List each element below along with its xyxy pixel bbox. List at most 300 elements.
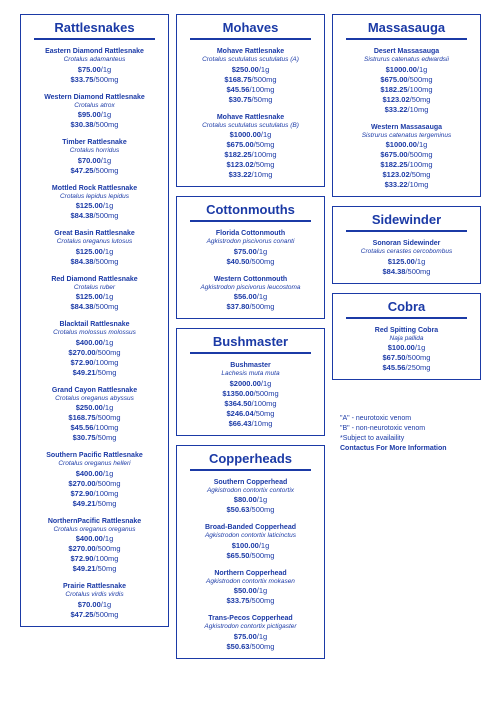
price-amount: $400.00 <box>75 534 103 543</box>
price-line <box>338 170 475 180</box>
price-line <box>338 65 475 75</box>
scientific-name: Agkistrodon piscivorus leucostoma <box>200 283 301 291</box>
price-amount: $125.00 <box>75 246 103 256</box>
species-name: Southern Pacific Rattlesnake <box>46 452 143 459</box>
title-divider <box>190 469 311 471</box>
venom-item <box>338 326 475 374</box>
scientific-name: Naja pallida <box>389 334 424 342</box>
price-unit: /500mg <box>93 609 119 619</box>
species-name: Prairie Rattlesnake <box>62 583 127 590</box>
title-divider <box>34 38 155 40</box>
species-name: Grand Cayon Rattlesnake <box>51 386 138 394</box>
price-line <box>182 389 319 399</box>
price-line <box>338 85 475 95</box>
scientific-name: Sistrurus catenatus edwardsii <box>364 56 449 63</box>
price-unit: /10mg <box>407 104 429 114</box>
price-line <box>182 247 319 257</box>
venom-item <box>182 113 319 181</box>
price-line <box>26 201 163 211</box>
price-amount: $67.50 <box>382 353 406 362</box>
scientific-name: Crotalus ruber <box>73 283 116 291</box>
venom-item <box>338 123 475 191</box>
price-unit: /1g <box>100 64 112 74</box>
price-unit: /500mg <box>249 302 275 311</box>
price-unit: /1g <box>100 110 112 119</box>
price-amount: $45.56 <box>70 423 94 432</box>
price-line <box>26 338 163 348</box>
venom-item <box>338 239 475 277</box>
scientific-name: Agkistrodon contortix mokasen <box>206 577 295 585</box>
price-line <box>182 541 319 551</box>
price-line <box>26 469 163 479</box>
note-contact: Contactus For More Information <box>340 445 447 452</box>
venom-item <box>26 93 163 131</box>
price-amount: $1000.00 <box>385 64 417 74</box>
price-amount: $72.90 <box>70 554 94 563</box>
price-line <box>26 479 163 489</box>
price-amount: $49.21 <box>72 564 96 573</box>
price-line <box>182 65 319 75</box>
price-line <box>26 110 163 120</box>
price-line <box>182 551 319 561</box>
price-amount: $84.38 <box>70 256 94 266</box>
price-amount: $80.00 <box>233 495 257 504</box>
price-amount: $33.75 <box>226 596 250 605</box>
price-unit: /1g <box>102 403 114 412</box>
price-line <box>26 247 163 257</box>
price-line <box>26 292 163 302</box>
price-unit: /500mg <box>405 353 431 362</box>
price-line <box>182 292 319 302</box>
price-line <box>182 150 319 160</box>
price-unit: /1g <box>102 337 114 347</box>
price-line <box>182 257 319 267</box>
price-amount: $250.00 <box>231 64 259 74</box>
venom-item <box>182 229 319 267</box>
price-line <box>338 75 475 85</box>
price-amount: $33.75 <box>70 74 94 84</box>
price-amount: $30.75 <box>228 94 252 104</box>
venom-item <box>182 361 319 429</box>
species-name: Blacktail Rattlesnake <box>59 321 130 328</box>
price-line <box>182 586 319 596</box>
section-sidewinder <box>332 206 481 284</box>
price-amount: $33.22 <box>384 180 408 189</box>
price-unit: /1g <box>102 201 114 210</box>
price-unit: /1g <box>102 292 114 301</box>
price-amount: $675.00 <box>226 140 254 149</box>
price-unit: /1g <box>260 130 272 139</box>
title-divider <box>346 317 467 319</box>
price-line <box>26 554 163 564</box>
price-line <box>338 140 475 150</box>
price-unit: /500mg <box>95 478 121 488</box>
price-unit: /100mg <box>251 150 277 159</box>
price-amount: $123.02 <box>382 170 410 179</box>
note-availability: *Subject to availaility <box>340 435 405 442</box>
price-unit: /50mg <box>409 94 431 104</box>
price-line <box>26 120 163 130</box>
price-amount: $270.00 <box>68 544 96 553</box>
species-name: Bushmaster <box>230 362 271 369</box>
venom-item <box>182 478 319 516</box>
section-bushmaster <box>176 328 325 436</box>
price-line <box>338 363 475 373</box>
price-amount: $72.90 <box>70 357 94 367</box>
price-amount: $125.00 <box>387 256 415 266</box>
price-line <box>338 267 475 277</box>
price-unit: /500mg <box>95 413 121 422</box>
scientific-name: Crotalus lepidus lepidus <box>59 192 129 200</box>
section-title: Mohaves <box>222 20 279 35</box>
price-amount: $400.00 <box>75 468 103 478</box>
species-name: Western Cottonmouth <box>213 275 288 283</box>
price-unit: /500mg <box>249 641 275 651</box>
price-unit: /500mg <box>253 388 279 398</box>
price-amount: $65.50 <box>226 550 250 560</box>
note-non-neurotoxic: "B" - non-neurotoxic venom <box>340 425 426 432</box>
price-line <box>182 399 319 409</box>
venom-item <box>182 275 319 313</box>
price-unit: /1g <box>256 246 268 256</box>
section-title: Sidewinder <box>371 212 442 227</box>
price-amount: $270.00 <box>68 347 96 357</box>
section-mohaves <box>176 14 325 187</box>
price-unit: /500mg <box>249 596 275 605</box>
price-unit: /1g <box>256 495 268 504</box>
species-name: Mottled Rock Rattlesnake <box>51 184 138 192</box>
venom-item <box>338 47 475 115</box>
scientific-name: Agkistrodon contortix contortix <box>206 486 295 494</box>
price-unit: /500mg <box>93 120 119 129</box>
price-unit: /500mg <box>251 74 277 84</box>
section-title: Rattlesnakes <box>54 20 135 35</box>
price-unit: /500mg <box>95 347 121 357</box>
price-unit: /250mg <box>405 363 431 372</box>
price-unit: /50mg <box>95 433 117 442</box>
species-name: Mohave Rattlesnake <box>216 48 285 55</box>
title-divider <box>190 38 311 40</box>
price-unit: /500mg <box>407 150 433 159</box>
price-amount: $270.00 <box>68 478 96 488</box>
price-amount: $70.00 <box>77 155 101 165</box>
price-amount: $182.25 <box>224 150 252 159</box>
price-line <box>26 544 163 554</box>
price-unit: /100mg <box>93 488 119 498</box>
scientific-name: Crotalus scutulatus scutulatus (A) <box>202 56 299 63</box>
price-amount: $75.00 <box>77 64 101 74</box>
price-unit: /500mg <box>93 165 119 175</box>
price-line <box>182 505 319 515</box>
price-unit: /500mg <box>95 544 121 553</box>
price-amount: $100.00 <box>387 343 415 352</box>
price-amount: $168.75 <box>68 413 96 422</box>
scientific-name: Sistrurus catenatus tergeminus <box>361 131 452 139</box>
price-unit: /1g <box>102 534 114 543</box>
scientific-name: Crotalus molossus molossus <box>53 329 136 336</box>
price-amount: $49.21 <box>72 498 96 508</box>
venom-item <box>26 138 163 176</box>
section-rattlesnakes <box>20 14 169 627</box>
price-amount: $125.00 <box>75 201 103 210</box>
section-copperheads <box>176 445 325 659</box>
price-line <box>338 343 475 353</box>
price-amount: $47.25 <box>70 609 94 619</box>
price-line <box>338 105 475 115</box>
price-line <box>338 180 475 190</box>
price-line <box>338 95 475 105</box>
price-line <box>26 156 163 166</box>
price-amount: $168.75 <box>224 74 252 84</box>
price-amount: $84.38 <box>70 211 94 220</box>
species-name: Northern Copperhead <box>214 569 287 577</box>
price-amount: $45.56 <box>382 363 406 372</box>
species-name: Western Massasauga <box>370 123 443 131</box>
price-amount: $30.38 <box>70 120 94 129</box>
price-line <box>182 302 319 312</box>
price-unit: /1g <box>416 64 428 74</box>
price-amount: $100.00 <box>231 540 259 550</box>
price-line <box>26 368 163 378</box>
price-line <box>182 140 319 150</box>
species-name: Mohave Rattlesnake <box>216 113 285 121</box>
price-unit: /500mg <box>249 550 275 560</box>
scientific-name: Crotalus oreganus abyssus <box>55 394 134 402</box>
price-unit: /100mg <box>93 423 119 432</box>
price-amount: $1000.00 <box>385 140 417 149</box>
price-line <box>182 409 319 419</box>
price-line <box>26 348 163 358</box>
price-unit: /50mg <box>95 367 117 377</box>
venom-item <box>26 229 163 267</box>
price-line <box>182 160 319 170</box>
price-amount: $1350.00 <box>222 388 254 398</box>
price-unit: /50mg <box>251 94 273 104</box>
section-title: Bushmaster <box>212 334 289 349</box>
price-unit: /500mg <box>93 256 119 266</box>
price-unit: /100mg <box>251 398 277 408</box>
price-unit: /1g <box>258 64 270 74</box>
price-unit: /50mg <box>253 160 275 169</box>
price-unit: /1g <box>414 343 426 352</box>
scientific-name: Agkistrodon contortix pictigaster <box>204 623 297 630</box>
price-unit: /50mg <box>95 498 117 508</box>
price-line <box>26 433 163 443</box>
price-line <box>338 150 475 160</box>
price-amount: $250.00 <box>75 403 103 412</box>
price-line <box>26 65 163 75</box>
species-name: Eastern Diamond Rattlesnake <box>45 48 144 55</box>
price-line <box>182 170 319 180</box>
venom-item <box>182 523 319 561</box>
section-massasauga <box>332 14 481 197</box>
species-name: Red Spitting Cobra <box>374 326 439 334</box>
price-line <box>26 413 163 423</box>
price-unit: /100mg <box>93 554 119 563</box>
column-middle <box>176 14 325 668</box>
price-line <box>182 379 319 389</box>
venom-item <box>182 47 319 105</box>
price-amount: $50.63 <box>226 505 250 514</box>
price-amount: $84.38 <box>382 266 406 276</box>
price-line <box>26 499 163 509</box>
price-line <box>26 166 163 176</box>
species-name: Desert Massasauga <box>373 48 440 55</box>
title-divider <box>346 38 467 40</box>
price-amount: $675.00 <box>380 74 408 84</box>
price-unit: /1g <box>102 468 114 478</box>
price-amount: $364.50 <box>224 398 252 408</box>
title-divider <box>190 220 311 222</box>
price-amount: $33.22 <box>228 170 252 179</box>
species-name: Red Diamond Rattlesnake <box>51 275 138 283</box>
venom-item <box>26 320 163 378</box>
scientific-name: Crotalus atrox <box>74 101 115 109</box>
price-unit: /500mg <box>407 74 433 84</box>
price-line <box>26 610 163 620</box>
venom-item <box>26 517 163 575</box>
species-name: Trans-Pecos Copperhead <box>208 615 293 622</box>
section-cottonmouths <box>176 196 325 319</box>
price-amount: $72.90 <box>70 488 94 498</box>
scientific-name: Crotalus cerastes cercobombus <box>360 248 453 255</box>
title-divider <box>190 352 311 354</box>
venom-item <box>182 569 319 607</box>
price-amount: $47.25 <box>70 165 94 175</box>
price-amount: $125.00 <box>75 292 103 301</box>
venom-item <box>26 451 163 509</box>
price-unit: /10mg <box>251 418 273 428</box>
price-unit: /500mg <box>93 302 119 311</box>
species-name: Great Basin Rattlesnake <box>54 230 135 237</box>
price-amount: $45.56 <box>226 84 250 94</box>
price-amount: $2000.00 <box>229 378 261 388</box>
footnotes <box>340 414 500 454</box>
column-left <box>20 14 169 636</box>
price-unit: /500mg <box>249 505 275 514</box>
price-unit: /1g <box>258 540 270 550</box>
price-line <box>182 596 319 606</box>
price-line <box>26 534 163 544</box>
price-amount: $675.00 <box>380 150 408 159</box>
price-unit: /10mg <box>407 180 429 189</box>
price-unit: /1g <box>100 599 112 609</box>
venom-item <box>26 184 163 222</box>
price-line <box>182 642 319 652</box>
price-amount: $1000.00 <box>229 130 261 139</box>
price-unit: /500mg <box>249 256 275 266</box>
price-amount: $56.00 <box>233 292 257 301</box>
scientific-name: Crotalus scutulatus scutulatus (B) <box>202 121 299 129</box>
price-line <box>26 600 163 610</box>
price-line <box>26 489 163 499</box>
price-amount: $75.00 <box>233 246 257 256</box>
price-amount: $49.21 <box>72 367 96 377</box>
section-title: Cottonmouths <box>206 202 295 217</box>
price-amount: $37.80 <box>226 302 250 311</box>
price-line <box>338 257 475 267</box>
scientific-name: Agkistrodon contortix laticinctus <box>204 532 297 539</box>
price-line <box>182 130 319 140</box>
price-line <box>182 632 319 642</box>
price-line <box>26 257 163 267</box>
price-unit: /50mg <box>253 140 275 149</box>
price-line <box>338 160 475 170</box>
price-unit: /50mg <box>409 170 431 179</box>
price-unit: /1g <box>100 155 112 165</box>
price-unit: /100mg <box>249 84 275 94</box>
price-line <box>26 211 163 221</box>
price-amount: $75.00 <box>233 631 257 641</box>
section-title: Cobra <box>387 298 426 314</box>
price-unit: /500mg <box>405 266 431 276</box>
price-line <box>26 302 163 312</box>
scientific-name: Agkistrodon piscivorus conanti <box>206 238 295 245</box>
price-unit: /1g <box>414 256 426 266</box>
species-name: Broad-Banded Copperhead <box>204 524 296 531</box>
price-unit: /100mg <box>93 357 119 367</box>
price-amount: $50.00 <box>233 586 257 595</box>
price-amount: $50.63 <box>226 641 250 651</box>
price-amount: $400.00 <box>75 337 103 347</box>
price-unit: /100mg <box>407 84 433 94</box>
column-right <box>332 14 481 389</box>
price-line <box>182 495 319 505</box>
price-amount: $40.50 <box>226 256 250 266</box>
note-neurotoxic: "A" - neurotoxic venom <box>340 415 412 422</box>
species-name: NorthernPacific Rattlesnake <box>47 517 142 525</box>
price-line <box>182 75 319 85</box>
price-unit: /1g <box>256 586 268 595</box>
section-title: Massasauga <box>367 20 446 35</box>
price-amount: $123.02 <box>226 160 254 169</box>
price-amount: $66.43 <box>228 418 252 428</box>
section-cobra <box>332 293 481 381</box>
price-unit: /500mg <box>93 74 119 84</box>
venom-item <box>26 47 163 85</box>
price-unit: /500mg <box>93 211 119 220</box>
price-line <box>182 419 319 429</box>
price-amount: $30.75 <box>72 433 96 442</box>
species-name: Timber Rattlesnake <box>62 139 127 146</box>
price-amount: $84.38 <box>70 302 94 311</box>
price-line <box>26 358 163 368</box>
species-name: Sonoran Sidewinder <box>372 240 441 247</box>
price-unit: /100mg <box>407 160 433 169</box>
price-amount: $95.00 <box>77 110 101 119</box>
price-line <box>26 423 163 433</box>
scientific-name: Crotalus oreganus helleri <box>58 460 131 467</box>
scientific-name: Crotalus horridus <box>69 147 120 154</box>
price-line <box>26 403 163 413</box>
price-line <box>182 85 319 95</box>
scientific-name: Crotalus adamanteus <box>63 56 126 63</box>
price-amount: $182.25 <box>380 160 408 169</box>
price-unit: /1g <box>256 292 268 301</box>
section-title: Copperheads <box>208 450 293 466</box>
price-line <box>182 95 319 105</box>
price-unit: /1g <box>260 378 272 388</box>
title-divider <box>346 230 467 232</box>
price-amount: $123.02 <box>382 94 410 104</box>
venom-item <box>182 614 319 652</box>
venom-item <box>26 386 163 444</box>
price-amount: $182.25 <box>380 84 408 94</box>
price-unit: /10mg <box>251 170 273 179</box>
price-unit: /1g <box>102 246 114 256</box>
scientific-name: Lachesis muta muta <box>221 370 280 377</box>
venom-item <box>26 582 163 620</box>
